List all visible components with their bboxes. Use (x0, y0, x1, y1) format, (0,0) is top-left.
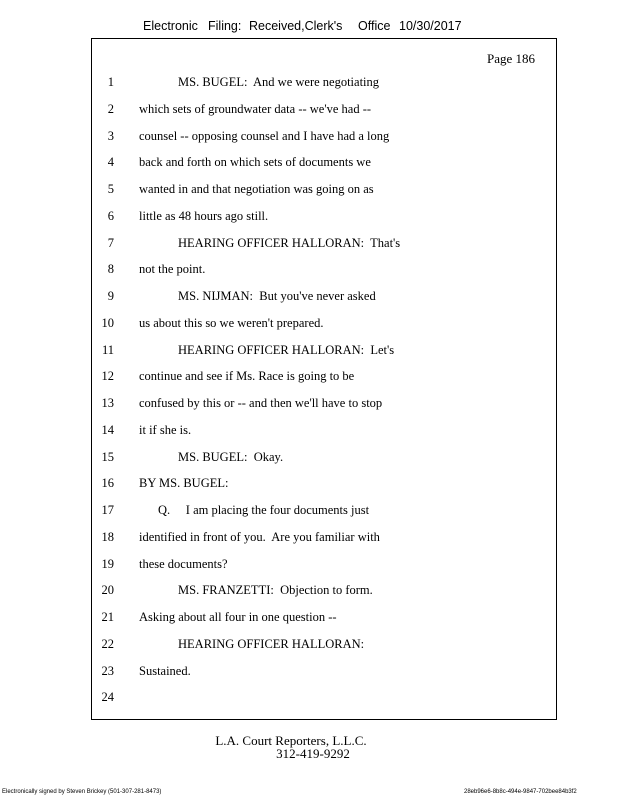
transcript-line (92, 343, 558, 361)
transcript-line (92, 664, 558, 682)
transcript-line (92, 450, 558, 468)
transcript-line (92, 423, 558, 441)
line-text: Q. I am placing the four documents just (158, 503, 370, 517)
line-number: 3 (107, 128, 114, 143)
transcript-line (92, 209, 558, 227)
line-number: 8 (107, 262, 114, 277)
transcript-line (92, 75, 558, 93)
line-number: 17 (101, 503, 114, 517)
transcript-line (92, 583, 558, 601)
transcript-line (92, 637, 558, 655)
line-text: these documents? (139, 556, 228, 571)
electronic-signature: Electronically signed by Steven Brickey (501-307-281-8473) (2, 789, 162, 795)
filing-word-filing: Filing: (208, 19, 242, 33)
filing-word-office: Office (358, 19, 391, 33)
line-text: which sets of groundwater data -- we've had -- (139, 101, 372, 116)
line-text: Sustained. (139, 663, 191, 678)
line-text: confused by this or -- and then we'll have to stop (139, 396, 383, 410)
transcript-line (92, 102, 558, 120)
transcript-line (92, 262, 558, 280)
line-text: little as 48 hours ago still. (139, 208, 269, 223)
reporter-phone: 312-419-9292 (276, 746, 350, 761)
transcript-line (92, 369, 558, 387)
filing-word-received-clerks: Received,Clerk's (249, 19, 343, 33)
line-text: HEARING OFFICER HALLORAN: That's (178, 235, 401, 250)
line-text: HEARING OFFICER HALLORAN: (178, 636, 365, 651)
filing-word-electronic: Electronic (143, 19, 198, 33)
line-number: 19 (101, 556, 114, 571)
line-number: 13 (101, 396, 114, 410)
line-text: Asking about all four in one question -- (139, 610, 337, 624)
line-number: 24 (101, 690, 114, 705)
line-number: 22 (101, 636, 114, 651)
line-text: counsel -- opposing counsel and I have had a long (139, 128, 390, 143)
filing-date: 10/30/2017 (399, 19, 462, 33)
transcript-line (92, 289, 558, 307)
line-number: 7 (107, 235, 114, 250)
document-hash: 28eb96e6-8b8c-494e-9847-702bee84b3f2 (464, 789, 577, 795)
line-text: it if she is. (139, 422, 192, 437)
transcript-page (91, 38, 557, 720)
line-number: 1 (107, 75, 114, 89)
transcript-line (92, 155, 558, 173)
filing-stamp-header (0, 19, 618, 37)
line-number: 5 (107, 182, 114, 196)
line-number: 20 (101, 583, 114, 598)
line-text: not the point. (139, 262, 206, 277)
transcript-line (92, 396, 558, 414)
line-number: 10 (101, 315, 114, 330)
line-number: 4 (107, 155, 114, 170)
line-number: 21 (101, 610, 114, 624)
line-text: identified in front of you. Are you familiar with (139, 529, 380, 544)
line-text: MS. BUGEL: And we were negotiating (178, 75, 380, 89)
line-text: wanted in and that negotiation was going on as (139, 182, 374, 196)
line-text: MS. NIJMAN: But you've never asked (178, 289, 376, 303)
line-text: BY MS. BUGEL: (139, 476, 229, 491)
line-number: 16 (101, 476, 114, 491)
line-text: continue and see if Ms. Race is going to be (139, 369, 355, 384)
transcript-line (92, 316, 558, 334)
transcript-line (92, 610, 558, 628)
line-number: 15 (101, 449, 114, 464)
line-text: MS. FRANZETTI: Objection to form. (178, 583, 373, 598)
line-number: 12 (101, 369, 114, 384)
line-text: MS. BUGEL: Okay. (178, 449, 284, 464)
line-number: 18 (101, 529, 114, 544)
transcript-line (92, 236, 558, 254)
transcript-line (92, 129, 558, 147)
line-number: 11 (101, 342, 114, 357)
reporter-company: L.A. Court Reporters, L.L.C. (215, 733, 367, 748)
line-text: us about this so we weren't prepared. (139, 315, 324, 330)
transcript-line (92, 690, 558, 708)
line-number: 14 (101, 422, 114, 437)
line-text: back and forth on which sets of documents we (139, 155, 371, 170)
transcript-line (92, 476, 558, 494)
transcript-line (92, 503, 558, 521)
line-number: 9 (107, 289, 114, 303)
transcript-line (92, 182, 558, 200)
line-number: 2 (107, 101, 114, 116)
line-number: 6 (107, 208, 114, 223)
page-number: Page 186 (486, 51, 535, 66)
line-text: HEARING OFFICER HALLORAN: Let's (178, 342, 395, 357)
line-number: 23 (101, 663, 114, 678)
transcript-line (92, 530, 558, 548)
transcript-line (92, 557, 558, 575)
